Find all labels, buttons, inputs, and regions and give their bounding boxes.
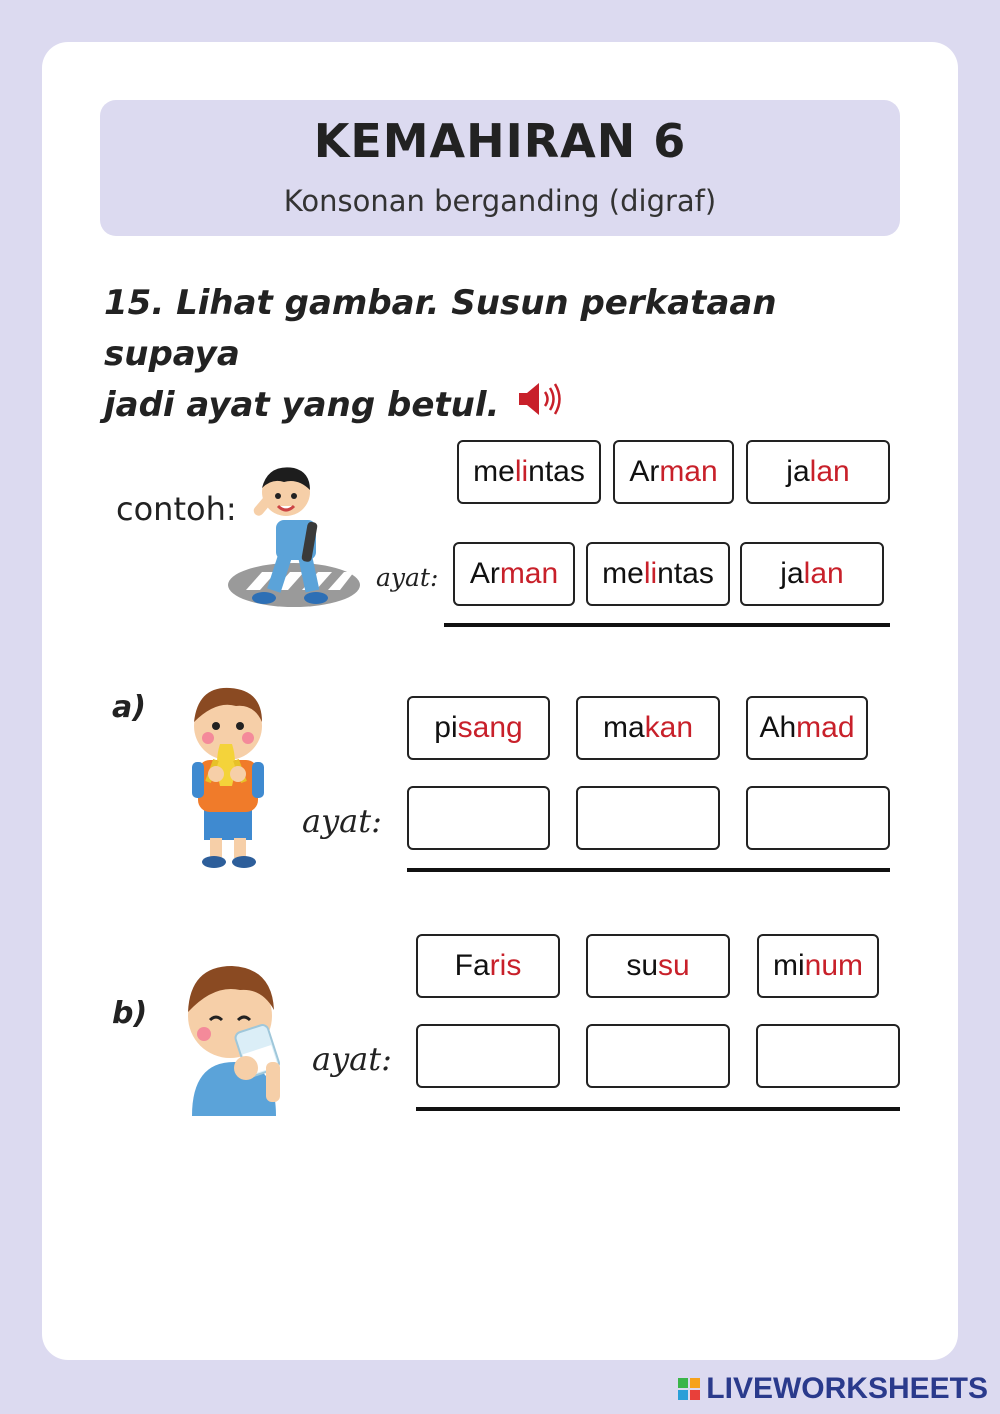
instruction-text — [104, 278, 904, 433]
example-label: contoh: — [116, 490, 237, 528]
page-title: KEMAHIRAN 6 — [313, 114, 687, 168]
example-word-tile-2: Ar man — [613, 440, 734, 504]
question-b-word-tile-1[interactable]: Fa ris — [416, 934, 560, 998]
question-a-word-tile-1[interactable]: pi sang — [407, 696, 550, 760]
question-a-word-tile-2[interactable]: ma kan — [576, 696, 720, 760]
question-b-ayat-label: ayat: — [312, 1040, 392, 1078]
liveworksheets-logo[interactable] — [678, 1372, 988, 1406]
question-b-word-tile-3[interactable]: mi num — [757, 934, 879, 998]
question-b-label: b) — [112, 996, 148, 1031]
question-b-word-tile-2[interactable]: su su — [586, 934, 730, 998]
question-b-answer-line — [416, 1107, 900, 1111]
question-a-word-tile-3[interactable]: Ah mad — [746, 696, 868, 760]
question-a-answer-slot-1[interactable] — [407, 786, 550, 850]
example-word-tile-3: ja lan — [746, 440, 890, 504]
question-a-answer-line — [407, 868, 890, 872]
boy-crossing-road-picture — [224, 460, 374, 620]
instruction-line-1: 15. Lihat gambar. Susun perkataan supaya — [104, 283, 777, 374]
example-answer-line — [444, 623, 890, 627]
instruction-line-2-text: jadi ayat yang betul. — [104, 385, 500, 425]
example-answer-tile-3: ja lan — [740, 542, 884, 606]
page-subtitle: Konsonan berganding (digraf) — [283, 184, 717, 218]
example-ayat-label: ayat: — [376, 563, 439, 592]
question-a-label: a) — [112, 690, 146, 725]
boy-eating-banana-picture — [186, 682, 270, 872]
logo-grid-icon — [678, 1378, 700, 1400]
example-answer-tile-1: Ar man — [453, 542, 575, 606]
question-a-answer-slot-3[interactable] — [746, 786, 890, 850]
speaker-icon[interactable] — [517, 380, 565, 433]
footer-brand: LIVEWORKSHEETS — [706, 1372, 988, 1405]
example-word-tile-1: me li ntas — [457, 440, 601, 504]
instruction-line-2 — [104, 380, 904, 433]
question-b-answer-slot-2[interactable] — [586, 1024, 730, 1088]
header-panel — [100, 100, 900, 236]
question-a-answer-slot-2[interactable] — [576, 786, 720, 850]
example-answer-tile-2: me li ntas — [586, 542, 730, 606]
boy-drinking-milk-picture — [178, 958, 290, 1116]
question-b-answer-slot-1[interactable] — [416, 1024, 560, 1088]
question-a-ayat-label: ayat: — [302, 802, 382, 840]
question-b-answer-slot-3[interactable] — [756, 1024, 900, 1088]
